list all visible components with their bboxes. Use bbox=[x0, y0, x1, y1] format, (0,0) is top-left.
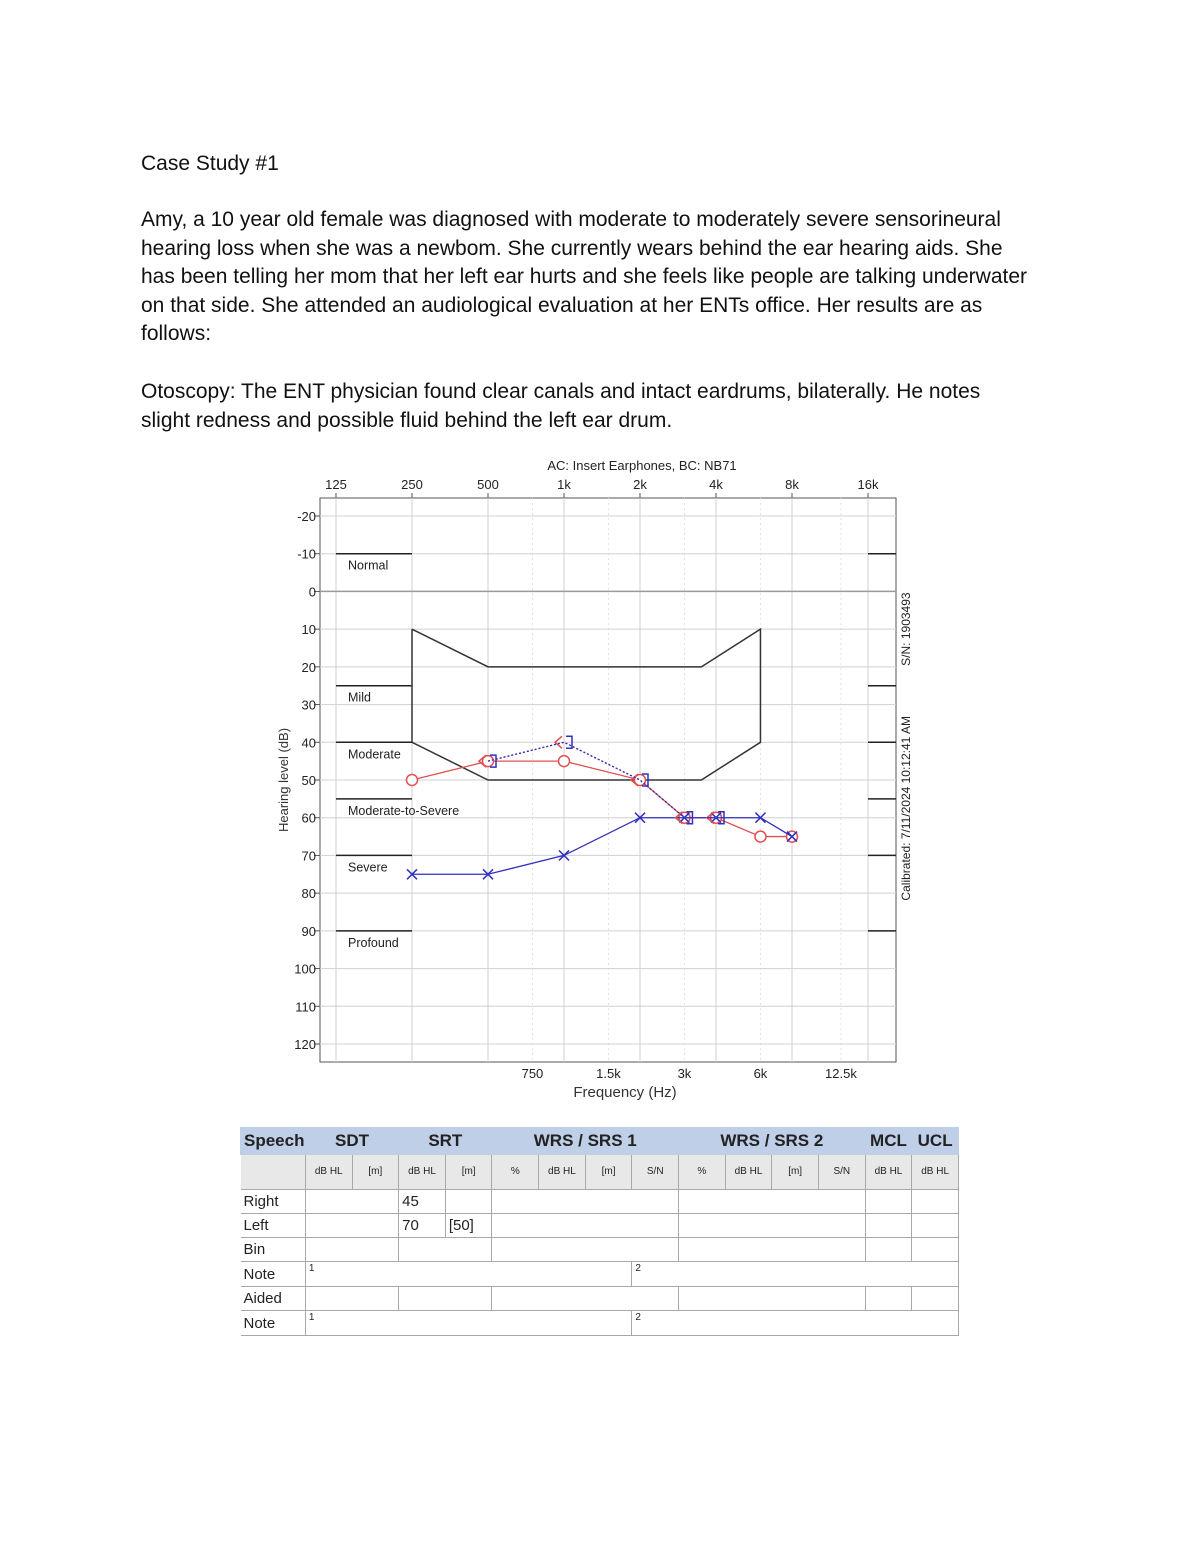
srt-cell[interactable] bbox=[399, 1238, 492, 1262]
serial-number-label: S/N: 1903493 bbox=[899, 592, 913, 666]
y-tick-label: 20 bbox=[301, 659, 316, 675]
row-label: Note bbox=[241, 1262, 306, 1287]
y-tick-label: 30 bbox=[301, 697, 316, 713]
note-cell-1[interactable]: 1 bbox=[305, 1311, 631, 1336]
subheader-cell: % bbox=[679, 1155, 726, 1190]
subheader-cell: S/N bbox=[818, 1155, 865, 1190]
y-tick-label: 110 bbox=[295, 999, 316, 1015]
x-top-tick-label: 500 bbox=[477, 477, 499, 492]
otoscopy-line: Otoscopy: The ENT physician found clear canals and intact eardrums, bilaterally. He notes bbox=[141, 380, 981, 403]
wrs2-cell[interactable] bbox=[679, 1214, 866, 1238]
subheader-blank bbox=[241, 1155, 306, 1190]
y-tick-label: 80 bbox=[301, 886, 316, 902]
wrs1-cell[interactable] bbox=[492, 1190, 679, 1214]
mcl-cell[interactable] bbox=[865, 1287, 912, 1311]
wrs2-cell[interactable] bbox=[679, 1238, 866, 1262]
y-tick-label: 0 bbox=[308, 584, 316, 600]
subheader-cell: dB HL bbox=[305, 1155, 352, 1190]
ucl-cell[interactable] bbox=[912, 1214, 959, 1238]
audiogram-chart bbox=[260, 452, 920, 1112]
subheader-cell: dB HL bbox=[399, 1155, 446, 1190]
subheader-cell: [m] bbox=[772, 1155, 819, 1190]
sdt-cell[interactable] bbox=[305, 1190, 398, 1214]
right-ear-ac-circle bbox=[407, 775, 418, 786]
category-label: Moderate-to-Severe bbox=[348, 803, 460, 818]
header-speech: Speech bbox=[241, 1128, 306, 1155]
note-cell-2[interactable]: 2 bbox=[632, 1262, 959, 1287]
row-label: Note bbox=[241, 1311, 306, 1336]
note-cell-2[interactable]: 2 bbox=[632, 1311, 959, 1336]
subheader-cell: dB HL bbox=[539, 1155, 586, 1190]
x-bottom-tick-label: 12.5k bbox=[825, 1066, 857, 1081]
subheader-cell: [m] bbox=[585, 1155, 632, 1190]
row-label: Bin bbox=[241, 1238, 306, 1262]
header-srt: SRT bbox=[399, 1128, 492, 1155]
subheader-cell: dB HL bbox=[865, 1155, 912, 1190]
y-tick-label: 40 bbox=[301, 735, 316, 751]
x-top-tick-label: 16k bbox=[857, 477, 879, 492]
y-tick-label: 50 bbox=[301, 773, 316, 788]
note-cell-1[interactable]: 1 bbox=[305, 1262, 631, 1287]
y-tick-label: -10 bbox=[297, 546, 316, 562]
y-tick-label: 10 bbox=[301, 622, 316, 638]
table-row-note bbox=[241, 1311, 959, 1336]
x-top-tick-label: 2k bbox=[633, 477, 647, 492]
x-bottom-tick-label: 1.5k bbox=[596, 1066, 621, 1081]
y-tick-label: 90 bbox=[301, 923, 316, 939]
subheader-cell: dB HL bbox=[725, 1155, 772, 1190]
intro-line: Amy, a 10 year old female was diagnosed with moderate to moderately severe sensorineural bbox=[141, 208, 1001, 231]
x-top-tick-label: 1k bbox=[557, 477, 571, 492]
right-ear-ac-circle bbox=[755, 831, 766, 842]
intro-line: has been telling her mom that her left ear hurts and she feels like people are talking underwater bbox=[141, 265, 1028, 288]
wrs1-cell[interactable] bbox=[492, 1214, 679, 1238]
header-wrs1: WRS / SRS 1 bbox=[492, 1128, 679, 1155]
header-sdt: SDT bbox=[305, 1128, 398, 1155]
table-row-note bbox=[241, 1262, 959, 1287]
sdt-cell[interactable] bbox=[305, 1287, 398, 1311]
x-axis-label: Frequency (Hz) bbox=[573, 1084, 677, 1101]
calibrated-label: Calibrated: 7/11/2024 10:12:41 AM bbox=[899, 715, 913, 901]
otoscopy-line: slight redness and possible fluid behind the left ear drum. bbox=[141, 408, 673, 432]
mcl-cell[interactable] bbox=[865, 1214, 912, 1238]
x-bottom-tick-label: 6k bbox=[753, 1066, 768, 1081]
intro-line: follows: bbox=[141, 322, 212, 345]
row-label: Right bbox=[241, 1190, 306, 1214]
wrs1-cell[interactable] bbox=[492, 1238, 679, 1262]
header-wrs2: WRS / SRS 2 bbox=[679, 1128, 866, 1155]
category-label: Normal bbox=[348, 558, 389, 573]
right-ear-ac-circle bbox=[559, 756, 570, 767]
subheader-cell: % bbox=[492, 1155, 539, 1190]
subheader-cell: [m] bbox=[445, 1155, 492, 1190]
wrs2-cell[interactable] bbox=[679, 1287, 866, 1311]
wrs1-cell[interactable] bbox=[492, 1287, 679, 1311]
y-tick-label: 120 bbox=[294, 1037, 316, 1052]
ucl-cell[interactable] bbox=[912, 1238, 959, 1262]
srt-left-masking[interactable]: [50] bbox=[445, 1214, 492, 1238]
header-ucl: UCL bbox=[912, 1128, 959, 1155]
y-tick-label: 100 bbox=[294, 961, 316, 977]
table-row-left bbox=[241, 1214, 959, 1238]
mcl-cell[interactable] bbox=[865, 1238, 912, 1262]
sdt-cell[interactable] bbox=[305, 1214, 398, 1238]
category-label: Moderate bbox=[348, 747, 401, 762]
x-bottom-tick-label: 750 bbox=[521, 1066, 544, 1081]
case-title: Case Study #1 bbox=[141, 152, 279, 175]
category-label: Severe bbox=[348, 860, 388, 875]
subheader-cell: dB HL bbox=[912, 1155, 959, 1190]
y-tick-label: -20 bbox=[297, 509, 316, 524]
srt-cell[interactable] bbox=[399, 1287, 492, 1311]
intro-line: hearing loss when she was a newbom. She currently wears behind the ear hearing aids. She bbox=[141, 236, 1003, 260]
wrs2-cell[interactable] bbox=[679, 1190, 866, 1214]
sdt-cell[interactable] bbox=[305, 1238, 398, 1262]
y-tick-label: 60 bbox=[301, 810, 316, 826]
x-bottom-tick-label: 3k bbox=[677, 1066, 692, 1081]
chart-title: AC: Insert Earphones, BC: NB71 bbox=[547, 458, 737, 473]
row-label: Aided bbox=[241, 1287, 306, 1311]
row-label: Left bbox=[241, 1214, 306, 1238]
ucl-cell[interactable] bbox=[912, 1287, 959, 1311]
x-top-tick-label: 4k bbox=[709, 477, 723, 492]
intro-paragraph bbox=[141, 206, 1081, 349]
x-top-tick-label: 250 bbox=[401, 477, 423, 492]
category-label: Profound bbox=[348, 935, 399, 950]
table-row-right bbox=[241, 1190, 959, 1214]
srt-left-value[interactable]: 70 bbox=[399, 1214, 446, 1238]
srt-masking-cell[interactable] bbox=[445, 1190, 492, 1214]
subheader-cell: S/N bbox=[632, 1155, 679, 1190]
subheader-cell: [m] bbox=[352, 1155, 399, 1190]
srt-right-value[interactable]: 45 bbox=[399, 1190, 446, 1214]
header-mcl: MCL bbox=[865, 1128, 912, 1155]
ucl-cell[interactable] bbox=[912, 1190, 959, 1214]
category-label: Mild bbox=[348, 690, 371, 705]
otoscopy-paragraph bbox=[141, 378, 1081, 435]
table-row-bin bbox=[241, 1238, 959, 1262]
table-row-aided bbox=[241, 1287, 959, 1311]
mcl-cell[interactable] bbox=[865, 1190, 912, 1214]
x-top-tick-label: 8k bbox=[785, 477, 799, 492]
intro-line: on that side. She attended an audiological evaluation at her ENTs office. Her results are as bbox=[141, 293, 983, 317]
y-tick-label: 70 bbox=[301, 848, 316, 864]
x-top-tick-label: 125 bbox=[325, 477, 347, 492]
speech-table bbox=[240, 1127, 959, 1336]
y-axis-label: Hearing level (dB) bbox=[276, 727, 291, 833]
